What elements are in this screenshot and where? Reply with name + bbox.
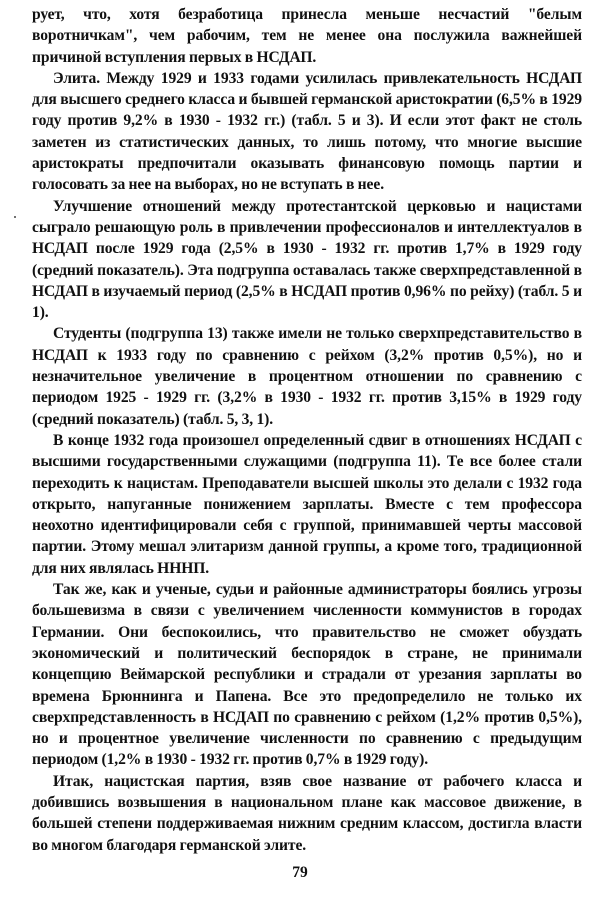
paragraph-judges-administrators: Так же, как и ученые, судьи и районные администраторы боялись угрозы большевизма в связи с увеличением численности коммунистов в городах Германии. Они беспокоились, что правительство не сможет обуздать экономический и политический беспорядок в стране, не принимали концепцию Веймарской республики и страдали от урезания зарплаты во времена Брюннинга и Папена. Все это предопределило не только их сверхпредставленность в НСДАП по сравнению с рейхом (1,2% против 0,5%), но и процентное увеличение численности по сравнению с предыдущим периодом (1,2% в 1930 - 1932 гг. против 0,7% в 1929 году). [32,581,582,769]
scan-speck [14,216,16,218]
paragraph-church-relations: Улучшение отношений между протестантской церковью и нацистами сыграло решающую роль в привлечении профессионалов и интеллектуалов в НСДАП после 1929 года (2,5% в 1930 - 1932 гг. против 1,7% в 1929 году (средний показатель). Эта подгруппа оставалась также сверхпредставленной в НСДАП в изучаемый период (2,5% в НСДАП против 0,96% по рейху) (табл. 5 и 1). [32,197,582,322]
paragraph-elite: Элита. Между 1929 и 1933 годами усилилась привлекательность НСДАП для высшего среднего класса и бывшей германской аристократии (6,5% в 1929 году против 9,2% в 1930 - 1932 гг.) (табл. 5 и 3). И если этот факт не столь заметен из статистических данных, то лишь потому, что многие высшие аристократы предпочитали оказывать финансовую помощь партии и голосовать за нее на выборах, но не вступать в нее. [32,69,582,194]
paragraph-civil-servants: В конце 1932 года произошел определенный сдвиг в отношениях НСДАП с высшими государственными служащими (подгруппа 11). Те все более стали переходить к нацистам. Преподаватели высшей школы это делали с 1932 года открыто, напуганные понижением зарплаты. Вместе с тем профессора неохотно идентифицировали себя с группой, принимавшей черты массовой партии. Этому мешал элитаризм данной группы, а кроме того, традиционной для них являлась ННHП. [32,431,582,577]
page-number: 79 [292,864,308,881]
paragraph-continuation: рует, что, хотя безработица принесла меньше несчастий "белым воротничкам", чем рабочим, тем не менее она послужила важнейшей причиной вступления первых в НСДАП. [32,6,582,66]
body-text [32,4,582,856]
paragraph-conclusion: Итак, нацистская партия, взяв свое название от рабочего класса и добившись возвышения в национальном плане как массовое движение, в большей степени поддерживаемая нижним средним классом, достигла власти во многом благодаря германской элите. [32,772,582,854]
paragraph-students: Студенты (подгруппа 13) также имели не только сверхпредставительство в НСДАП к 1933 году по сравнению с рейхом (3,2% против 0,5%), но и незначительное увеличение в процентном отношении по сравнению с периодом 1925 - 1929 гг. (3,2% в 1930 - 1932 гг. против 3,15% в 1929 году (средний показатель) (табл. 5, 3, 1). [32,325,582,428]
